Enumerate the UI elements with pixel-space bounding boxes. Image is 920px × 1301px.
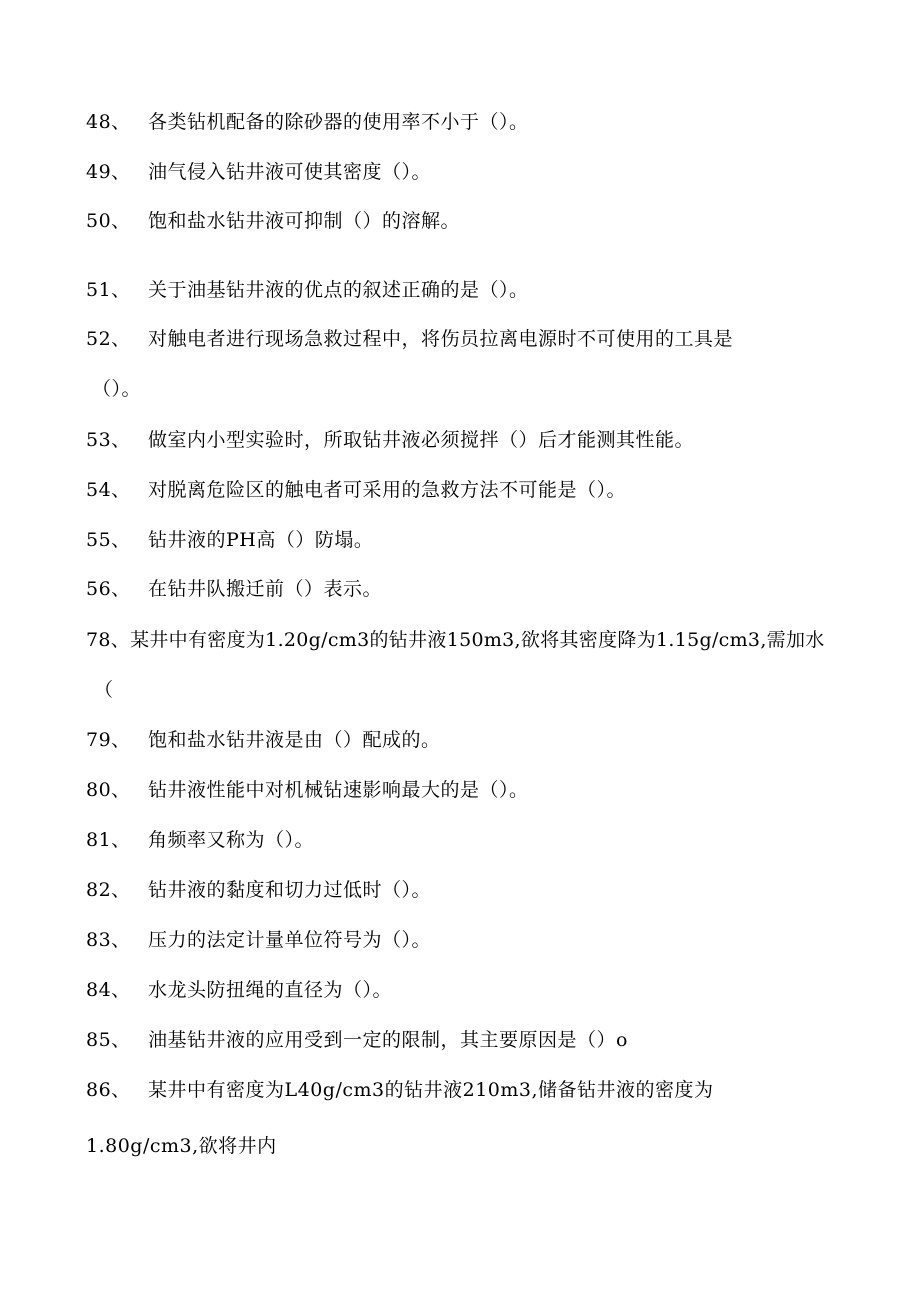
question-number: 86、 [86, 1079, 131, 1101]
question-number: 85、 [86, 1029, 131, 1051]
question-86-continuation: 1.80g∕cm3,欲将井内 [86, 1135, 277, 1157]
question-number: 79、 [86, 729, 131, 751]
question-text: 钻井液的PH高（）防塌。 [148, 529, 374, 551]
question-text: 对脱离危险区的触电者可采用的急救方法不可能是（）。 [148, 479, 627, 501]
question-number: 53、 [86, 429, 131, 451]
question-49 [86, 160, 431, 184]
question-number: 54、 [86, 479, 131, 501]
question-number: 55、 [86, 529, 131, 551]
question-79 [86, 728, 441, 752]
question-text: 饱和盐水钻井液可抑制（）的溶解。 [148, 210, 461, 232]
question-56 [86, 577, 382, 601]
question-84 [86, 978, 392, 1002]
question-55 [86, 528, 373, 552]
question-number: 48、 [86, 111, 131, 133]
question-86 [86, 1078, 714, 1102]
question-number: 49、 [86, 161, 131, 183]
question-text: 油气侵入钻井液可使其密度（）。 [148, 161, 432, 183]
question-52-continuation: （）。 [92, 378, 142, 400]
question-text: 钻井液性能中对机械钻速影响最大的是（）。 [148, 779, 529, 801]
question-text: 角频率又称为（）。 [148, 829, 315, 851]
question-number: 82、 [86, 879, 131, 901]
question-text: 各类钻机配备的除砂器的使用率不小于（）。 [148, 111, 529, 133]
question-text: 油基钻井液的应用受到一定的限制，其主要原因是（）o [148, 1029, 628, 1051]
question-54 [86, 478, 626, 502]
question-48 [86, 110, 529, 134]
question-number: 52、 [86, 328, 131, 350]
question-number: 83、 [86, 929, 131, 951]
question-text: 水龙头防扭绳的直径为（）。 [148, 979, 393, 1001]
question-81 [86, 828, 314, 852]
question-number: 50、 [86, 210, 131, 232]
question-text: 对触电者进行现场急救过程中，将伤员拉离电源时不可使用的工具是 [148, 328, 734, 350]
question-85 [86, 1028, 628, 1052]
question-50 [86, 209, 460, 233]
question-number: 80、 [86, 779, 131, 801]
question-text: 做室内小型实验时，所取钻井液必须搅拌（）后才能测其性能。 [148, 429, 695, 451]
question-78-continuation: （ [94, 679, 114, 701]
question-number: 56、 [86, 578, 131, 600]
question-text: 压力的法定计量单位符号为（）。 [148, 929, 432, 951]
question-text: 钻井液的黏度和切力过低时（）。 [148, 879, 432, 901]
question-53 [86, 428, 694, 452]
question-51 [86, 278, 529, 302]
question-80 [86, 778, 529, 802]
question-number: 51、 [86, 279, 131, 301]
question-text: 在钻井队搬迁前（）表示。 [148, 578, 383, 600]
question-text: 关于油基钻井液的优点的叙述正确的是（）。 [148, 279, 529, 301]
question-text: 饱和盐水钻井液是由（）配成的。 [148, 729, 441, 751]
question-text: 某井中有密度为L40g∕cm3的钻井液210m3,储备钻井液的密度为 [148, 1079, 714, 1101]
question-number: 81、 [86, 829, 131, 851]
question-78: 78、某井中有密度为1.20g∕cm3的钻井液150m3,欲将其密度降为1.15g∕cm3,需加水 [86, 629, 825, 651]
question-82 [86, 878, 431, 902]
question-52 [86, 327, 733, 351]
question-83 [86, 928, 431, 952]
question-number: 84、 [86, 979, 131, 1001]
